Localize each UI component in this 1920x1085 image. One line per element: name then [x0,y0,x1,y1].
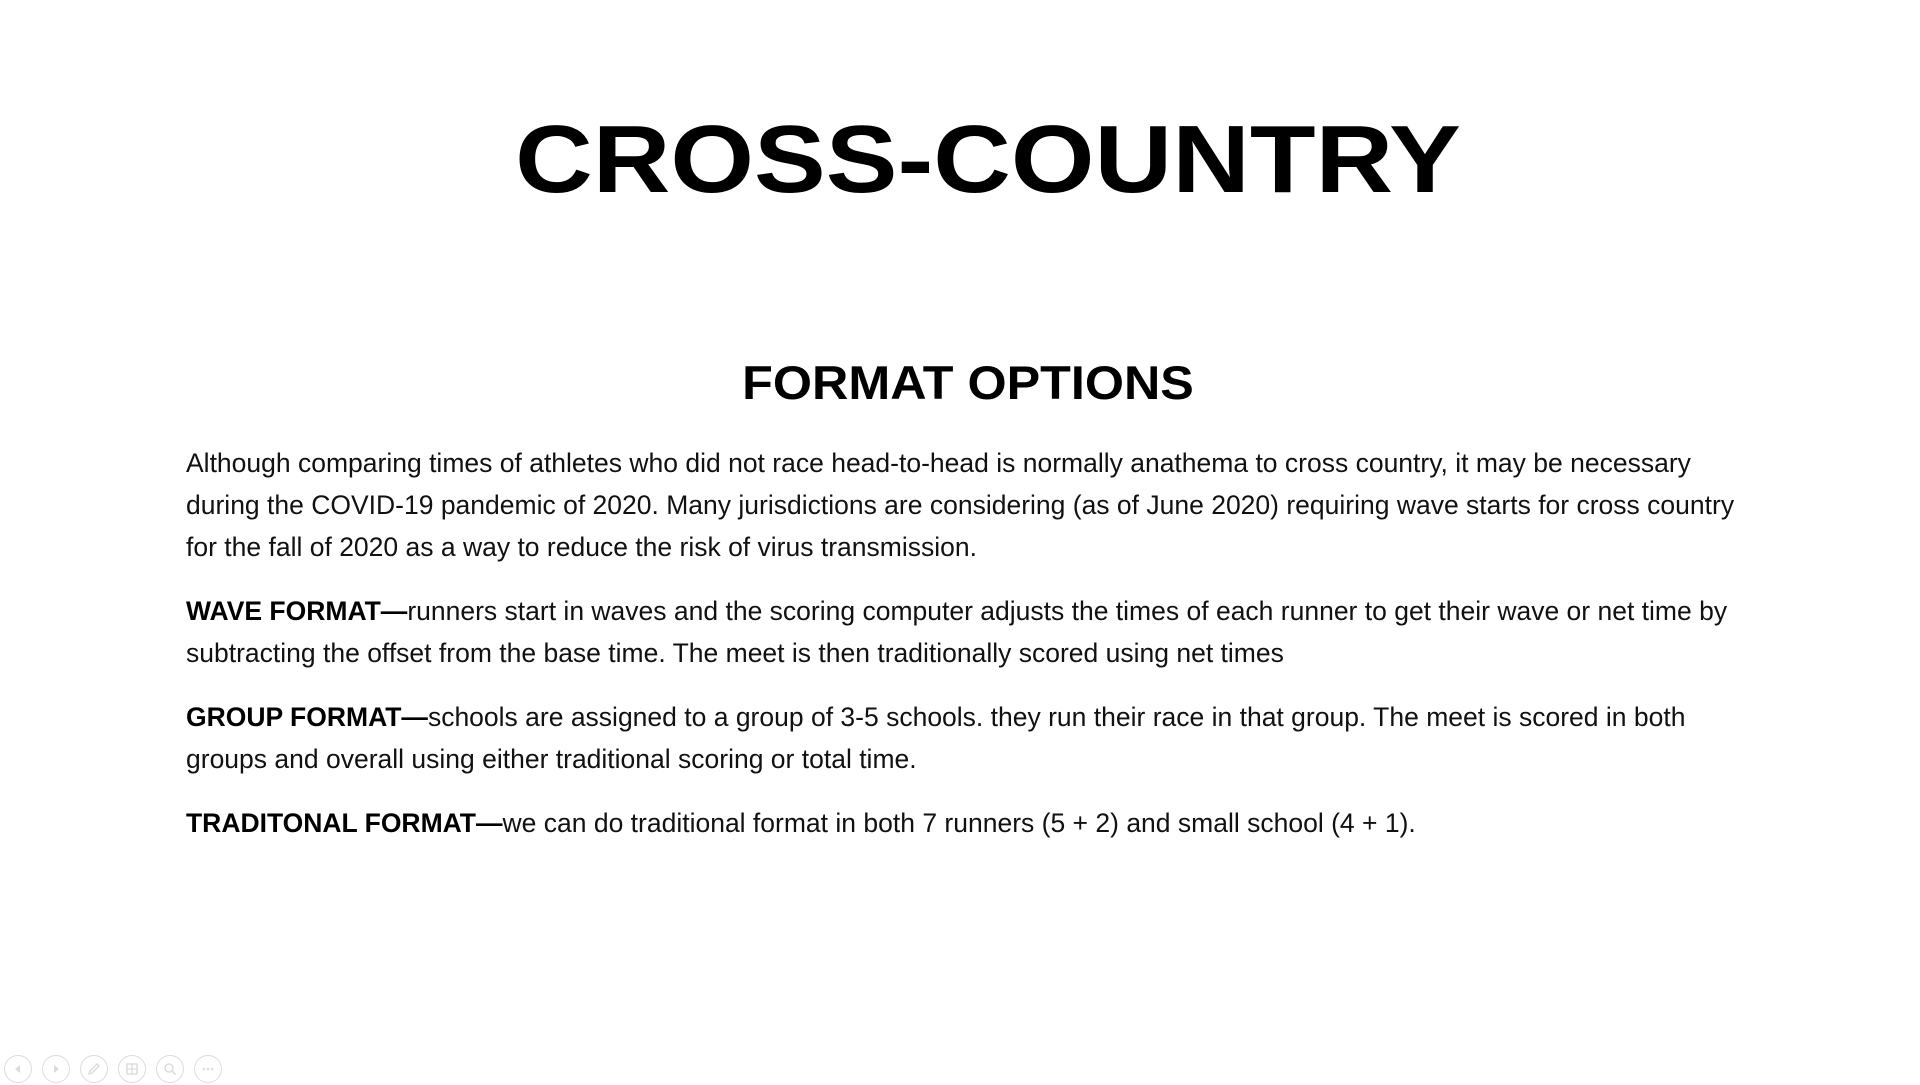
paragraph-intro [186,442,1746,568]
slide-body [186,442,1746,866]
paragraph-lead: GROUP FORMAT— [186,702,428,732]
zoom-button[interactable] [156,1055,184,1083]
paragraph-group-format [186,696,1746,780]
previous-icon [10,1061,26,1077]
slide-subtitle: FORMAT OPTIONS [742,356,1194,409]
previous-button[interactable] [4,1055,32,1083]
next-icon [48,1061,64,1077]
paragraph-text: schools are assigned to a group of 3-5 schools. they run their race in that group. The meet is scored in both groups and overall using either traditional scoring or total time. [186,702,1686,774]
slide-title: CROSS-COUNTRY [515,106,1461,213]
paragraph-text: runners start in waves and the scoring computer adjusts the times of each runner to get their wave or net time by subtracting the offset from the base time. The meet is then traditionally scored using net times [186,596,1728,668]
presenter-controls [4,1055,222,1085]
paragraph-wave-format [186,590,1746,674]
zoom-icon [162,1061,178,1077]
slides-grid-icon [124,1061,140,1077]
see-all-slides-button[interactable] [118,1055,146,1083]
paragraph-text: we can do traditional format in both 7 runners (5 + 2) and small school (4 + 1). [502,808,1416,838]
more-icon [200,1061,216,1077]
next-button[interactable] [42,1055,70,1083]
paragraph-text: Although comparing times of athletes who did not race head-to-head is normally anathema to cross country, it may be necessary during the COVID-19 pandemic of 2020. Many jurisdictions are considering (as of June 2020) requiring wave starts for cross country for the fall of 2020 as a way to reduce the risk of virus transmission. [186,448,1735,562]
pen-button[interactable] [80,1055,108,1083]
paragraph-lead: TRADITONAL FORMAT— [186,808,503,838]
more-options-button[interactable] [194,1055,222,1083]
paragraph-traditional-format [186,802,1746,844]
pen-icon [86,1061,102,1077]
paragraph-lead: WAVE FORMAT— [186,596,408,626]
